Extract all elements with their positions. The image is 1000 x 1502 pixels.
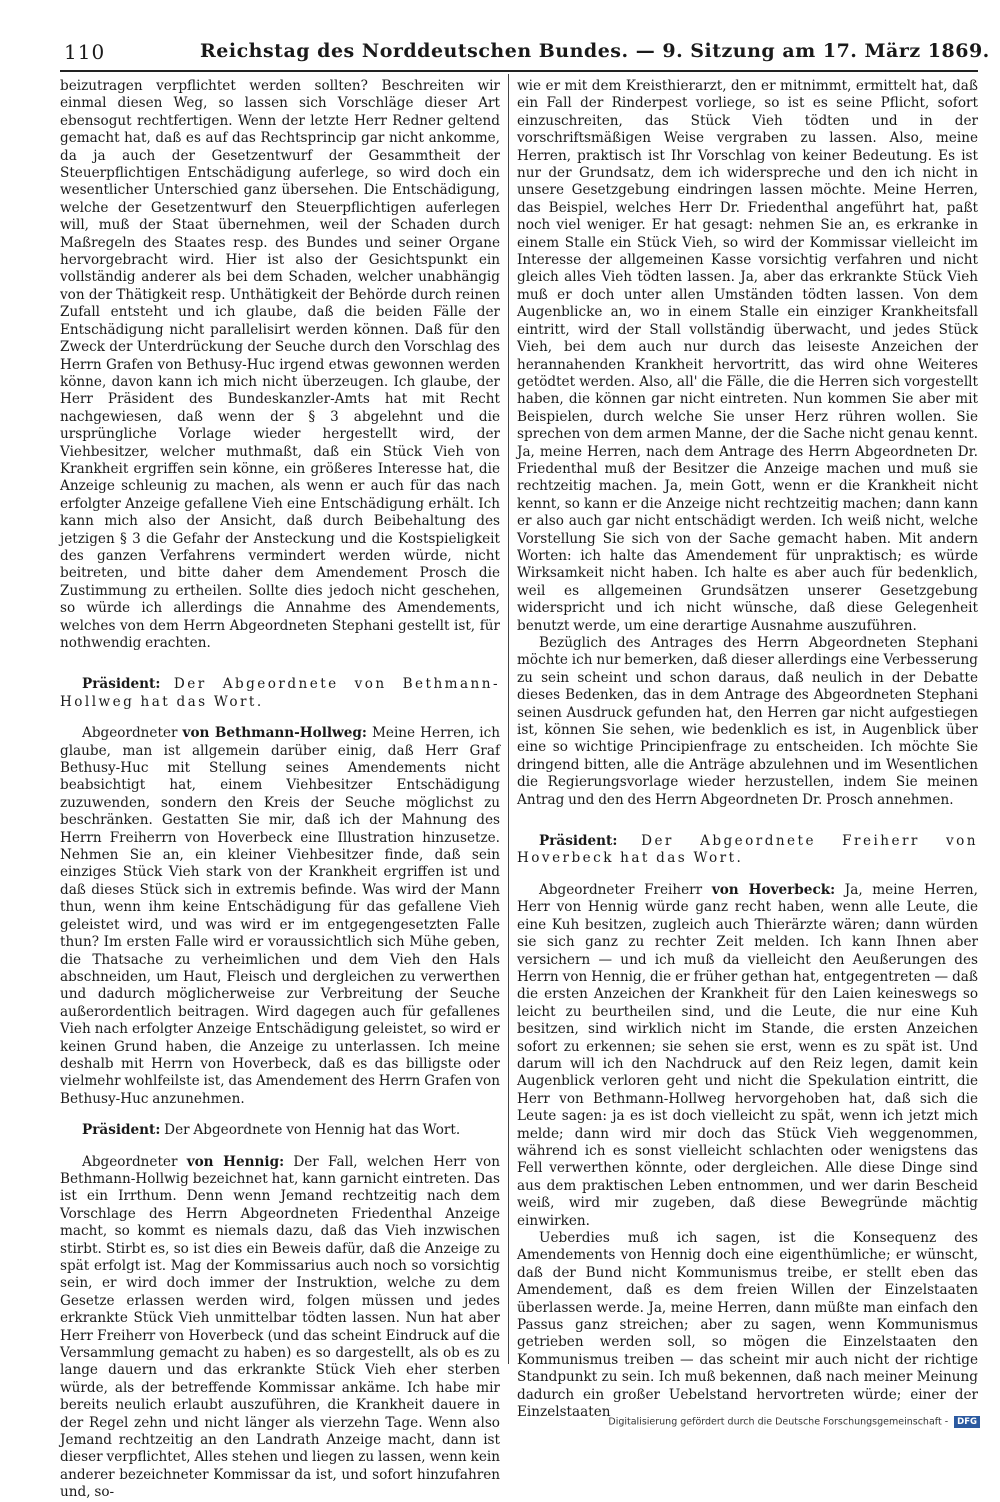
paragraph: beizutragen verpflichtet werden sollten? Beschreiten wir einmal diesen Weg, so lassen sich Vorschläge dieser Art ebensogut rechtfertigen. Wenn der letzte Herr Redner geltend gemacht hat, daß es auf das Rechtsprincip gar nicht ankomme, da ja auch der Gesetzentwurf der Gesammtheit der Steuerpflichtigen Entschädigung auferlege, so wird doch ein wesentlicher Unterschied ganz übersehen. Die Entschädigung, welche der Gesetzentwurf den Steuerpflichtigen auferlegen will, muß der Staat übernehmen, weil der Schaden durch Maßregeln des Staates resp. des Bundes und seiner Organe hervorgebracht wird. Hier ist also der Gesichtspunkt ein vollständig anderer als bei dem Schaden, welcher unabhängig von der Thätigkeit resp. Unthätigkeit der Behörde durch reinen Zufall entsteht und ich glaube, daß die beiden Fälle der Entschädigung nicht parallelisirt werden können. Daß für den Zweck der Unterdrückung der Seuche durch den Vorschlag des Herrn Grafen von Bethusy-Huc irgend etwas gewonnen werden könne, davon kann ich mich nicht überzeugen. Ich glaube, der Herr Präsident des Bundeskanzler-Amts hat mit Recht nachgewiesen, daß wenn der § 3 abgelehnt und die ursprüngliche Vorlage wieder hergestellt wird, der Viehbesitzer, welcher muthmaßt, daß ein Stück Vieh von Krankheit ergriffen sein könne, ein größeres Interesse hat, die Anzeige schleunig zu machen, als wenn er auch für das nach erfolgter Anzeige gefallene Vieh eine Entschädigung erhält. Ich kann mich also der Ansicht, daß durch Beibehaltung des jetzigen § 3 die Gefahr der Ansteckung und die Kostspieligkeit des ganzen Verfahrens vermindert werden würde, nicht beitreten, und bitte daher dem Amendement Prosch die Zustimmung zu ertheilen. Sollte dies jedoch nicht geschehen, so würde ich allerdings die Annahme des Amendements, welches von dem Herrn Abgeordneten Stephani gestellt ist, für nothwendig erachten. (60, 78, 500, 651)
page-header (60, 38, 990, 68)
paragraph: Bezüglich des Antrages des Herrn Abgeordneten Stephani möchte ich nur bemerken, daß dieser allerdings eine Verbesserung zu sein scheint und schon daraus, daß neulich in der Debatte dieses Bedenken, das in dem Antrage des Abgeordneten Stephani seinen Ausdruck gefunden hat, den Herren gar nicht aufgestiegen ist, können Sie sehen, wie bedenklich es ist, in Augenblick über eine so wichtige Principienfrage zu entscheiden. Ich möchte Sie dringend bitten, alle die Anträge abzulehnen und im Wesentlichen die Regierungsvorlage wieder herzustellen, indem Sie meinen Antrag und den des Herrn Abgeordneten Dr. Prosch annehmen. (517, 635, 978, 808)
speaker-name: von Hennig: (186, 1153, 285, 1170)
column-divider (508, 74, 509, 1364)
speech-text: Der Fall, welchen Herr von Bethmann-Hollwig bezeichnet hat, kann garnicht eintreten. Das ist ein Irrthum. Denn wenn Jemand rechtzeitig nach dem Vorschlage des Herrn Abgeordneten Friedenthal Anzeige macht, so kommt es niemals dazu, daß das Vieh inzwischen stirbt. Stirbt es, so ist dies ein Beweis dafür, daß die Anzeige zu spät erfolgt ist. Mag der Kommissarius auch noch so vorsichtig sein, er wird doch immer der Instruktion, welche zu dem Gesetze erlassen werden wird, folgen müssen und jedes erkrankte Stück Vieh unmittelbar tödten lassen. Nun hat aber Herr Freiherr von Hoverbeck (und das scheint Eindruck auf die Versammlung gemacht zu haben) es so dargestellt, als ob es zu lange dauern und das erkrankte Stück Vieh eher sterben würde, als der betreffende Kommissar ankäme. Ich habe mir bereits neulich erlaubt auszuführen, die Krankheit dauere in der Regel zehn und nicht länger als vierzehn Tage. Wenn also Jemand rechtzeitig an den Landrath Anzeige macht, dann ist dieser verpflichtet, Alles stehen und liegen zu lassen, wenn kein anderer bezeichneter Kommissar da ist, und sofort hinzufahren und, so- (60, 1153, 500, 1501)
footer-credit (560, 1416, 980, 1430)
paragraph: Ueberdies muß ich sagen, ist die Konsequenz des Amendements von Hennig doch eine eigenthümliche; er wünscht, daß der Bund nicht Kommunismus treibe, er stellt eben das Amendement, daß es dem freien Willen der Einzelstaaten überlassen werde. Ja, meine Herren, dann müßte man einfach den Passus ganz streichen; aber zu sagen, wenn Kommunismus getrieben werden soll, so mögen die Einzelstaaten den Kommunismus treiben — das scheint mir auch nicht der richtige Standpunkt zu sein. Ich muß bekennen, daß nach meiner Meinung dadurch ein großer Uebelstand hervortreten würde; einer der Einzelstaaten (517, 1230, 978, 1421)
speaker-label: Präsident: (82, 1122, 161, 1139)
left-column (60, 78, 500, 1501)
speaker-label: Präsident: (539, 833, 618, 850)
right-column (517, 78, 978, 1421)
running-head: Reichstag des Norddeutschen Bundes. — 9. Sitzung am 17. März 1869. (200, 40, 990, 62)
speaker-label: Präsident: (82, 676, 161, 693)
dfg-logo-icon: DFG (954, 1416, 980, 1428)
speaker-turn (60, 1122, 500, 1139)
speaker-intro: Abgeordneter (82, 1153, 178, 1170)
speech-text: Meine Herren, ich glaube, man ist allgemein darüber einig, daß Herr Graf Bethusy-Huc mit Stellung seines Amendements nicht beabsichtigt hat, einem Viehbesitzer Entschädigung zuzuwenden, sondern den Kreis der Seuche möglichst zu beschränken. Gestatten Sie mir, daß ich der Mahnung des Herrn Freiherrn von Hoverbeck eine Illustration hinzusetze. Nehmen Sie an, ein kleiner Viehbesitzer finde, daß sein einziges Stück Vieh stark von der Krankheit ergriffen ist und daß dieses Stück sich in extremis befinde. Was wird der Mann thun, wenn ihm keine Entschädigung für das gefallene Vieh geleistet wird, und was wird er im entgegengesetzten Falle thun? Im ersten Falle wird er voraussichtlich sich Mühe geben, die Thatsache zu verheimlichen und dem Vieh den Hals abschneiden, um Haut, Fleisch und dergleichen zu verwerthen und dadurch möglicherweise zur Verbreitung der Seuche außerordentlich beitragen. Wird dagegen auch für gefallenes Vieh nach erfolgter Anzeige Entschädigung geleistet, so wird er keinen Grund haben, die Anzeige zu unterlassen. Ich meine deshalb mit Herrn von Hoverbeck, daß es das billigste oder vielmehr wohlfeilste ist, das Amendement des Herrn Grafen von Bethusy-Huc anzunehmen. (60, 725, 500, 1107)
speaker-turn (517, 833, 978, 868)
header-rule (60, 70, 978, 72)
speaker-announcement: Der Abgeordnete von Bethmann-Hollweg hat das Wort. (60, 676, 500, 710)
footer-text: Digitalisierung gefördert durch die Deutsche Forschungsgemeinschaft - (608, 1416, 949, 1428)
speaker-intro: Abgeordneter (82, 725, 178, 742)
speaker-announcement: Der Abgeordnete Freiherr von Hoverbeck hat das Wort. (517, 833, 978, 867)
speech-text: Ja, meine Herren, Herr von Hennig würde ganz recht haben, wenn alle Leute, die eine Kuh besitzen, zugleich auch Thierärzte wären; dann würden sie sich ganz zu rechter Zeit melden. Ich kann Ihnen aber versichern — und ich muß da vielleicht den Aeußerungen des Herrn von Hennig, die er früher gethan hat, entgegentreten — daß die ersten Anzeichen der Krankheit für den Laien keineswegs so leicht zu beurtheilen sind, und die Leute, die nur eine Kuh besitzen, sind wirklich nicht im Stande, die ersten Anzeichen sofort zu erkennen; sie sehen sie erst, wenn es zu spät ist. Und darum will ich den Nachdruck auf den Reiz legen, damit kein Augenblick verloren geht und nicht die Spekulation eintritt, die Herr von Bethmann-Hollweg hervorgehoben hat, daß sich die Leute sagen: ja es ist doch vielleicht zu spät, wenn ich jetzt mich melde; dann wird mir doch das Stück Vieh weggenommen, während ich es sonst vielleicht schlachten oder wenigstens das Fell verwerthen könnte, oder dergleichen. Alle diese Dinge sind aus dem praktischen Leben entnommen, und wer darin Bescheid weiß, wird mir zugeben, daß diese Bewegründe mächtig einwirken. (517, 881, 978, 1229)
speaker-turn (60, 676, 500, 711)
paragraph: wie er mit dem Kreisthierarzt, den er mitnimmt, ermittelt hat, daß ein Fall der Rinderpest vorliege, so ist es seine Pflicht, sofort einzuschreiten, das Stück Vieh tödten und in der vorschriftsmäßigen Weise vergraben zu lassen. Also, meine Herren, praktisch ist Ihr Vorschlag von keiner Bedeutung. Es ist nur der Grundsatz, dem ich widerspreche und den ich nicht in unsere Gesetzgebung eindringen lassen möchte. Meine Herren, das Beispiel, welches Herr Dr. Friedenthal angeführt hat, paßt noch viel weniger. Er hat gesagt: nehmen Sie an, es erkranke in einem Stalle ein Stück Vieh, so wird der Kommissar vielleicht im Interesse der allgemeinen Kasse vorsichtig verfahren und nicht gleich alles Vieh tödten lassen. Ja, aber das erkrankte Stück Vieh muß er doch unter allen Umständen tödten lassen. Von dem Augenblicke an, wo in einem Stalle ein einziger Krankheitsfall eintritt, wird der Stall vollständig überwacht, und jedes Stück Vieh, bei dem auch nur durch das leiseste Anzeichen der herannahenden Krankheit hervortritt, das wird ohne Weiteres getödtet werden. Also, all' die Fälle, die die Herren sich vorgestellt haben, die können gar nicht eintreten. Nun kommen Sie aber mit Beispielen, durch welche Sie unser Herz rühren wollen. Sie sprechen von dem armen Manne, der die Sache nicht genau kennt. Ja, meine Herren, nach dem Antrage des Herrn Abgeordneten Dr. Friedenthal muß der Besitzer die Anzeige machen und muß sie rechtzeitig machen. Ja, mein Gott, wenn er die Krankheit nicht kennt, so kann er die Anzeige nicht rechtzeitig machen; dann kann er also auch gar nicht entschädigt werden. Ich weiß nicht, welche Vorstellung Sie sich von der Sache gemacht haben. Mit andern Worten: ich halte das Amendement für unpraktisch; es würde Wirksamkeit nicht haben. Ich halte es aber auch für bedenklich, weil es allgemeinen Grundsätzen unserer Gesetzgebung widerspricht und ich nicht wünsche, daß diese Gelegenheit benutzt werde, um eine derartige Ausnahme auszuführen. (517, 78, 978, 634)
speaker-name: von Hoverbeck: (711, 881, 836, 898)
speaker-announcement: Der Abgeordnete von Hennig hat das Wort. (164, 1122, 461, 1139)
speaker-name: von Bethmann-Hollweg: (182, 725, 367, 742)
page-number: 110 (64, 40, 106, 64)
speech (517, 882, 978, 1230)
speech (60, 1154, 500, 1502)
speaker-intro: Abgeordneter Freiherr (539, 881, 703, 898)
speech (60, 725, 500, 1108)
